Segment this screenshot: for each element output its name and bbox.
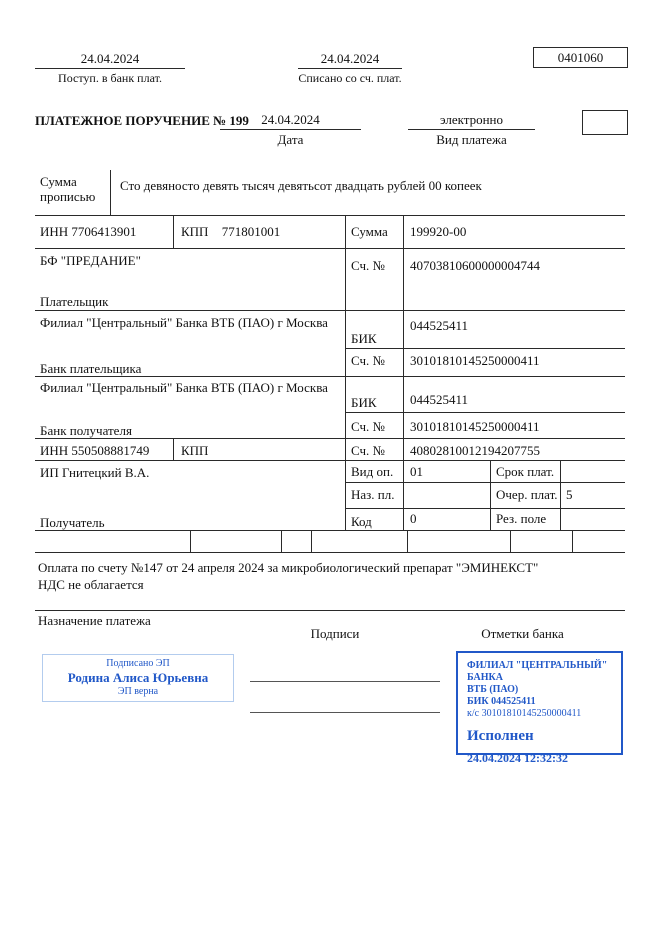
ocher-plat-label: Очер. плат. [496, 487, 558, 502]
sum-value: 199920-00 [410, 224, 467, 239]
ocher-plat-value: 5 [566, 487, 573, 502]
signature-stamp-bottom: ЭП верна [117, 686, 159, 697]
kod-label: Код [351, 514, 372, 529]
vid-op-label: Вид оп. [351, 464, 394, 479]
divider-line [345, 482, 625, 483]
sum-label: Сумма [351, 224, 388, 239]
bank-stamp [456, 651, 623, 765]
received-date-value: 24.04.2024 [80, 51, 140, 66]
amount-words-label-1: Сумма [40, 174, 77, 189]
signatures-label: Подписи [310, 626, 360, 641]
divider-line [35, 552, 625, 553]
kod-value: 0 [410, 511, 417, 526]
purpose-line-2: НДС не облагается [38, 577, 144, 592]
beneficiary-account-label: Сч. № [351, 443, 385, 458]
divider-line [311, 530, 312, 552]
divider-line [35, 310, 625, 311]
divider-line [35, 530, 625, 531]
payer-account-label: Сч. № [351, 258, 385, 273]
bank-stamp-status: Исполнен [467, 728, 534, 744]
beneficiary-kpp-label: КПП [181, 443, 209, 458]
document-date-label: Дата [277, 132, 304, 147]
page-title: ПЛАТЕЖНОЕ ПОРУЧЕНИЕ № 199 [35, 113, 249, 128]
divider-line [345, 412, 625, 413]
divider-line [510, 530, 511, 552]
beneficiary-bank-account-label: Сч. № [351, 419, 385, 434]
divider-line [345, 508, 625, 509]
beneficiary-section-label: Получатель [40, 515, 105, 530]
document-date-value: 24.04.2024 [261, 112, 320, 127]
bank-stamp-line-1: ФИЛИАЛ "ЦЕНТРАЛЬНЫЙ" БАНКА [467, 660, 608, 683]
payer-section-label: Плательщик [40, 294, 109, 309]
signature-stamp-top: Подписано ЭП [106, 658, 170, 669]
srok-plat-label: Срок плат. [496, 464, 555, 479]
signature-line [250, 681, 440, 682]
divider-line [190, 530, 191, 552]
divider-line [408, 129, 535, 130]
received-date-label: Поступ. в банк плат. [58, 71, 162, 85]
amount-words-label-2: прописью [40, 189, 96, 204]
bank-stamp-line-3: БИК 044525411 [467, 696, 536, 707]
payer-bank-name: Филиал "Центральный" Банка ВТБ (ПАО) г Москва [40, 315, 328, 330]
vid-op-value: 01 [410, 464, 423, 479]
debited-date-label: Списано со сч. плат. [298, 71, 402, 85]
beneficiary-inn: ИНН 550508881749 [40, 443, 150, 458]
bank-stamp-datetime: 24.04.2024 12:32:32 [467, 751, 568, 765]
divider-line [220, 129, 361, 130]
divider-line [35, 376, 625, 377]
debited-date-value: 24.04.2024 [320, 51, 380, 66]
payer-bank-section-label: Банк плательщика [40, 361, 142, 376]
payer-kpp-value: 771801001 [221, 224, 281, 239]
payment-kind-label: Вид платежа [436, 132, 507, 147]
naz-pl-label: Наз. пл. [351, 487, 395, 502]
payer-inn: ИНН 7706413901 [40, 224, 137, 239]
beneficiary-bank-name: Филиал "Центральный" Банка ВТБ (ПАО) г Москва [40, 380, 328, 395]
payer-bank-bik-label: БИК [351, 331, 377, 346]
beneficiary-bank-section-label: Банк получателя [40, 423, 132, 438]
divider-line [173, 438, 174, 460]
beneficiary-bank-account: 30101810145250000411 [410, 419, 540, 434]
beneficiary-bank-bik-label: БИК [351, 395, 377, 410]
divider-line [298, 68, 402, 69]
divider-line [407, 530, 408, 552]
divider-line [281, 530, 282, 552]
divider-line [35, 248, 625, 249]
payer-bank-account: 30101810145250000411 [410, 353, 540, 368]
payer-kpp-label: КПП [181, 224, 209, 239]
divider-line [572, 530, 573, 552]
divider-line [35, 68, 185, 69]
signature-line [250, 712, 440, 713]
empty-code-box [582, 110, 628, 135]
divider-line [35, 438, 625, 439]
divider-line [35, 215, 625, 216]
divider-line [110, 170, 111, 215]
purpose-section-label: Назначение платежа [38, 613, 151, 628]
bank-stamp-line-4: к/с 30101810145250000411 [467, 708, 582, 719]
divider-line [35, 460, 625, 461]
beneficiary-bank-bik: 044525411 [410, 392, 469, 407]
signature-stamp [42, 654, 234, 702]
signature-stamp-name: Родина Алиса Юрьевна [67, 670, 209, 685]
form-code-box: 0401060 [533, 47, 628, 68]
divider-line [560, 460, 561, 530]
divider-line [490, 460, 491, 530]
bank-marks-label: Отметки банка [481, 626, 564, 641]
payer-account: 40703810600000004744 [410, 258, 540, 273]
divider-line [345, 348, 625, 349]
divider-line [173, 215, 174, 248]
beneficiary-name: ИП Гнитецкий В.А. [40, 465, 150, 480]
rez-pole-label: Рез. поле [496, 511, 547, 526]
purpose-line-1: Оплата по счету №147 от 24 апреля 2024 за микробиологический препарат "ЭМИНЕКСТ" [38, 560, 539, 575]
payment-kind-value: электронно [439, 112, 503, 127]
payer-bank-account-label: Сч. № [351, 353, 385, 368]
amount-in-words: Сто девяносто девять тысяч девятьсот двадцать рублей 00 копеек [120, 178, 482, 193]
beneficiary-account: 40802810012194207755 [410, 443, 540, 458]
payer-name: БФ "ПРЕДАНИЕ" [40, 253, 141, 268]
divider-line [35, 610, 625, 611]
payer-bank-bik: 044525411 [410, 318, 469, 333]
bank-stamp-line-2: ВТБ (ПАО) [467, 684, 519, 695]
